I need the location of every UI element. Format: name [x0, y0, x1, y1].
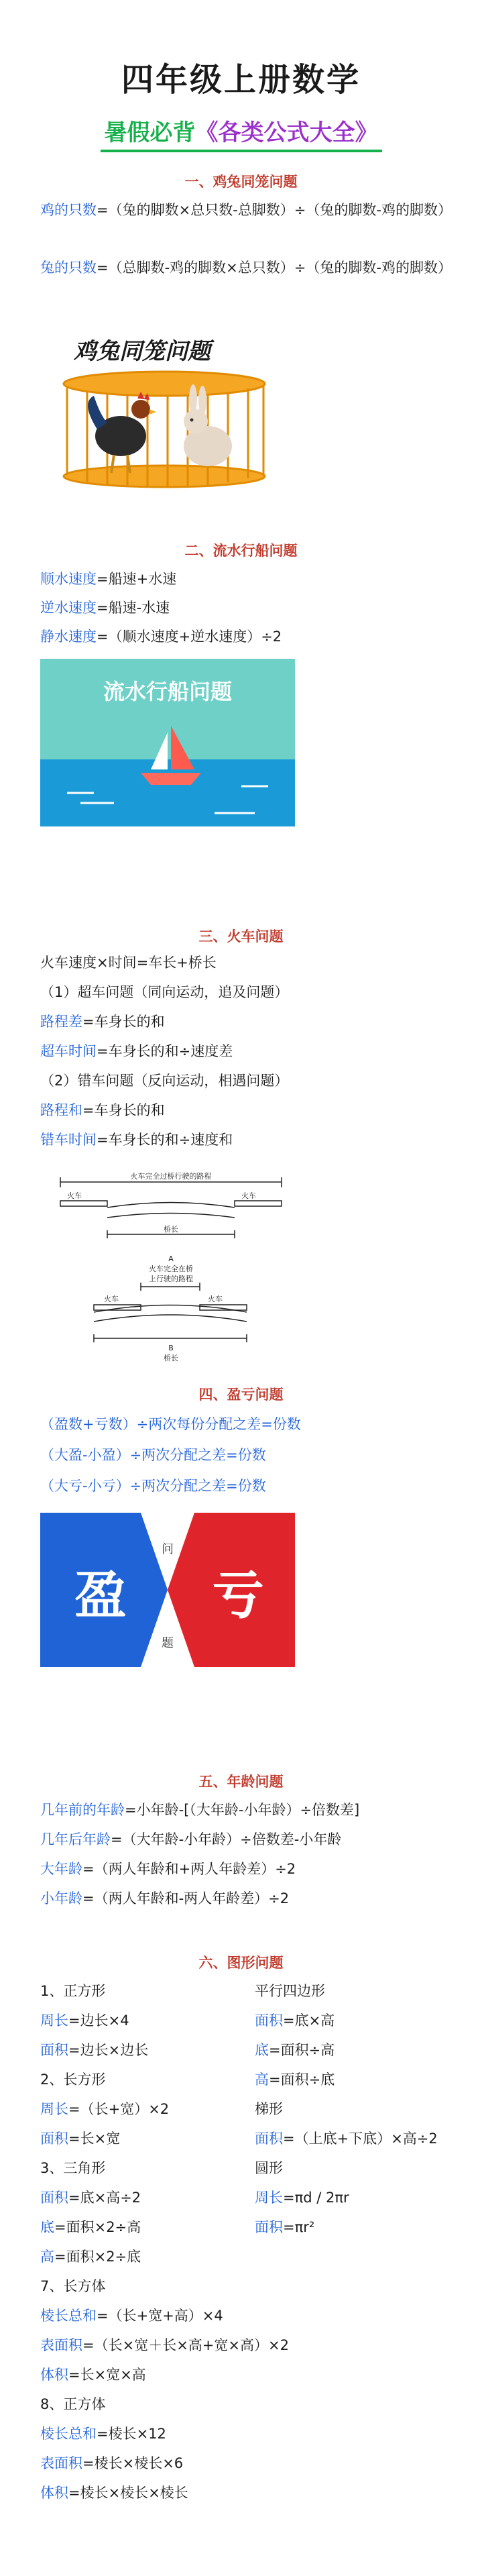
formula-text: =底×高÷2: [68, 2190, 141, 2206]
overtake-heading: （1）超车问题（同向运动，追及问题）: [40, 984, 289, 1000]
diagram-train-lower-right: 火车: [208, 1295, 223, 1303]
diagram-point-b: B: [168, 1344, 174, 1352]
page-title: 四年级上册数学: [121, 61, 361, 99]
geometry-formula-left-12: [40, 2335, 289, 2356]
formula-age-years-ago: 几年前的年龄=小年龄-[（大年龄-小年龄）÷倍数差]: [40, 1802, 360, 1818]
diagram-train-lower-left: 火车: [104, 1295, 119, 1303]
geometry-formula-left-4: [40, 2099, 169, 2120]
section-title-train: 三、火车问题: [198, 928, 284, 945]
formula-big-small-deficit: （大亏-小亏）÷两次分配之差=份数: [40, 1478, 266, 1494]
geometry-formula-left-15: [40, 2424, 166, 2445]
geometry-formula-right-1: [255, 2010, 335, 2031]
formula-key: 表面积: [40, 2337, 82, 2353]
formula-older-age: 大年龄=（两人年龄和+两人年龄差）÷2: [40, 1861, 296, 1877]
formula-key: 棱长总和: [40, 2426, 97, 2442]
geometry-formula-left-6: [40, 2158, 105, 2179]
boat-image: [40, 659, 295, 826]
meeting-heading: （2）错车问题（反向运动，相遇问题）: [40, 1073, 289, 1089]
geometry-formula-left-5: [40, 2129, 120, 2149]
formula-key: 周长: [40, 2012, 68, 2029]
geometry-formula-left-17: [40, 2483, 188, 2504]
formula-text: =边长×4: [68, 2012, 129, 2029]
formula-big-small-surplus: （大盈-小盈）÷两次分配之差=份数: [40, 1447, 266, 1463]
subtitle-highlight: 《各类公式大全》: [195, 119, 378, 146]
formula-key: 高: [40, 2249, 54, 2265]
diagram-train-left: 火车: [67, 1191, 82, 1200]
section-title-profit-loss: 四、盈亏问题: [198, 1387, 284, 1403]
formula-upstream-speed: 逆水速度=船速-水速: [40, 600, 170, 616]
formula-key: 面积: [255, 2131, 283, 2147]
geometry-formula-left-13: [40, 2365, 146, 2385]
formula-key: 棱长总和: [40, 2308, 97, 2324]
formula-text: =棱长×棱长×棱长: [68, 2485, 188, 2501]
geometry-formula-left-2: [40, 2040, 148, 2061]
geometry-formula-right-5: [255, 2129, 438, 2149]
formula-younger-age: 小年龄=（两人年龄和-两人年龄差）÷2: [40, 1890, 290, 1907]
formula-key: 底: [40, 2219, 54, 2235]
diagram-top-label: 火车完全过桥行驶的路程: [130, 1172, 212, 1181]
boat-image-title: 流水行船问题: [103, 679, 233, 704]
formula-text: 1、正方形: [40, 1983, 106, 1999]
formula-key: 周长: [40, 2101, 68, 2117]
subtitle: [0, 114, 482, 152]
geometry-formula-left-0: [40, 1981, 105, 2002]
diagram-point-a: A: [168, 1254, 174, 1263]
ti-char: 题: [162, 1636, 174, 1650]
diagram-mid-label-2: 上行驶的路程: [149, 1275, 193, 1283]
formula-rabbit-count: 兔的只数=（总脚数-鸡的脚数×总只数）÷（兔的脚数-鸡的脚数）: [40, 260, 452, 276]
subtitle-prefix: 暑假必背: [104, 119, 196, 146]
formula-chicken-count: 鸡的只数=（兔的脚数×总只数-总脚数）÷（兔的脚数-鸡的脚数）: [40, 202, 452, 218]
formula-key: 面积: [40, 2042, 68, 2058]
formula-text: 平行四边形: [255, 1983, 325, 1999]
geometry-formula-left-11: [40, 2306, 223, 2326]
formula-text: =面积×2÷底: [54, 2249, 141, 2265]
cage-image-title: 鸡兔同笼问题: [74, 338, 210, 365]
geometry-formula-right-2: [255, 2040, 335, 2061]
geometry-formula-right-7: [255, 2188, 349, 2208]
ying-char: 盈: [74, 1566, 127, 1626]
section-title-age: 五、年龄问题: [198, 1774, 284, 1790]
formula-text: =长×宽×高: [68, 2367, 146, 2383]
geometry-formula-right-8: [255, 2217, 314, 2238]
formula-key: 周长: [255, 2190, 283, 2206]
formula-text: =（长×宽＋长×高+宽×高）×2: [82, 2337, 289, 2353]
formula-text: 2、长方形: [40, 2072, 106, 2088]
formula-key: 体积: [40, 2367, 68, 2383]
formula-text: 3、三角形: [40, 2160, 106, 2176]
geometry-formula-right-6: [255, 2158, 283, 2179]
section-title-boat: 二、流水行船问题: [184, 543, 298, 559]
geometry-formula-right-0: [255, 1981, 325, 2002]
geometry-formula-left-16: [40, 2453, 183, 2474]
formula-key: 体积: [40, 2485, 68, 2501]
formula-text: =πr²: [283, 2219, 315, 2235]
formula-text: 8、正方体: [40, 2396, 106, 2412]
formula-distance-sum: 路程和=车身长的和: [40, 1102, 165, 1118]
diagram-bridge-label: 桥长: [164, 1225, 178, 1234]
diagram-bottom-label: 桥长: [164, 1354, 178, 1362]
formula-overtake-time: 超车时间=车身长的和÷速度差: [40, 1043, 233, 1059]
formula-text: =棱长×12: [97, 2426, 166, 2442]
formula-surplus-deficit: （盈数+亏数）÷两次每份分配之差=份数: [40, 1416, 301, 1432]
formula-text: =底×高: [283, 2012, 335, 2029]
formula-text: =πd / 2πr: [283, 2190, 349, 2206]
geometry-formula-left-1: [40, 2010, 129, 2031]
section-title-geometry: 六、图形问题: [198, 1955, 284, 1971]
chicken-rabbit-cage-image: [40, 322, 282, 490]
section-title-chicken-rabbit: 一、鸡兔同笼问题: [184, 174, 298, 190]
geometry-formula-left-8: [40, 2217, 141, 2238]
geometry-formula-left-3: [40, 2070, 105, 2090]
kui-char: 亏: [211, 1566, 265, 1626]
formula-text: =（上底+下底）×高÷2: [283, 2131, 438, 2147]
formula-text: =面积×2÷高: [54, 2219, 141, 2235]
formula-downstream-speed: 顺水速度=船速+水速: [40, 571, 177, 587]
formula-text: =长×宽: [68, 2131, 121, 2147]
profit-loss-image: [40, 1513, 295, 1667]
geometry-formula-right-3: [255, 2070, 335, 2090]
formula-text: =边长×边长: [68, 2042, 149, 2058]
geometry-formula-left-14: [40, 2394, 105, 2415]
geometry-formula-right-4: [255, 2099, 283, 2120]
formula-text: =（长+宽+高）×4: [97, 2308, 223, 2324]
train-bridge-diagram: [40, 1161, 295, 1368]
formula-key: 面积: [255, 2219, 283, 2235]
formula-key: 表面积: [40, 2455, 82, 2471]
formula-distance-difference: 路程差=车身长的和: [40, 1014, 165, 1030]
formula-text: 7、长方体: [40, 2278, 106, 2294]
formula-age-years-later: 几年后年龄=（大年龄-小年龄）÷倍数差-小年龄: [40, 1831, 342, 1847]
geometry-formula-left-9: [40, 2247, 141, 2267]
diagram-train-right: 火车: [241, 1191, 256, 1200]
formula-text: 梯形: [255, 2101, 283, 2117]
rooster-icon: [88, 392, 156, 473]
wen-char: 问: [162, 1542, 174, 1556]
formula-train-basic: 火车速度×时间=车长+桥长: [40, 955, 217, 971]
formula-key: 面积: [40, 2131, 68, 2147]
formula-text: =面积÷高: [269, 2042, 335, 2058]
formula-meeting-time: 错车时间=车身长的和÷速度和: [40, 1132, 233, 1148]
diagram-mid-label-1: 火车完全在桥: [149, 1265, 193, 1273]
formula-key: 面积: [40, 2190, 68, 2206]
geometry-formula-left-7: [40, 2188, 141, 2208]
formula-key: 面积: [255, 2012, 283, 2029]
formula-still-water-speed: 静水速度=（顺水速度+逆水速度）÷2: [40, 629, 282, 645]
formula-text: =（长+宽）×2: [68, 2101, 170, 2117]
formula-text: =面积÷底: [269, 2072, 335, 2088]
formula-key: 底: [255, 2042, 269, 2058]
geometry-formula-left-10: [40, 2276, 105, 2297]
formula-key: 高: [255, 2072, 269, 2088]
formula-text: 圆形: [255, 2160, 283, 2176]
formula-text: =棱长×棱长×6: [82, 2455, 184, 2471]
